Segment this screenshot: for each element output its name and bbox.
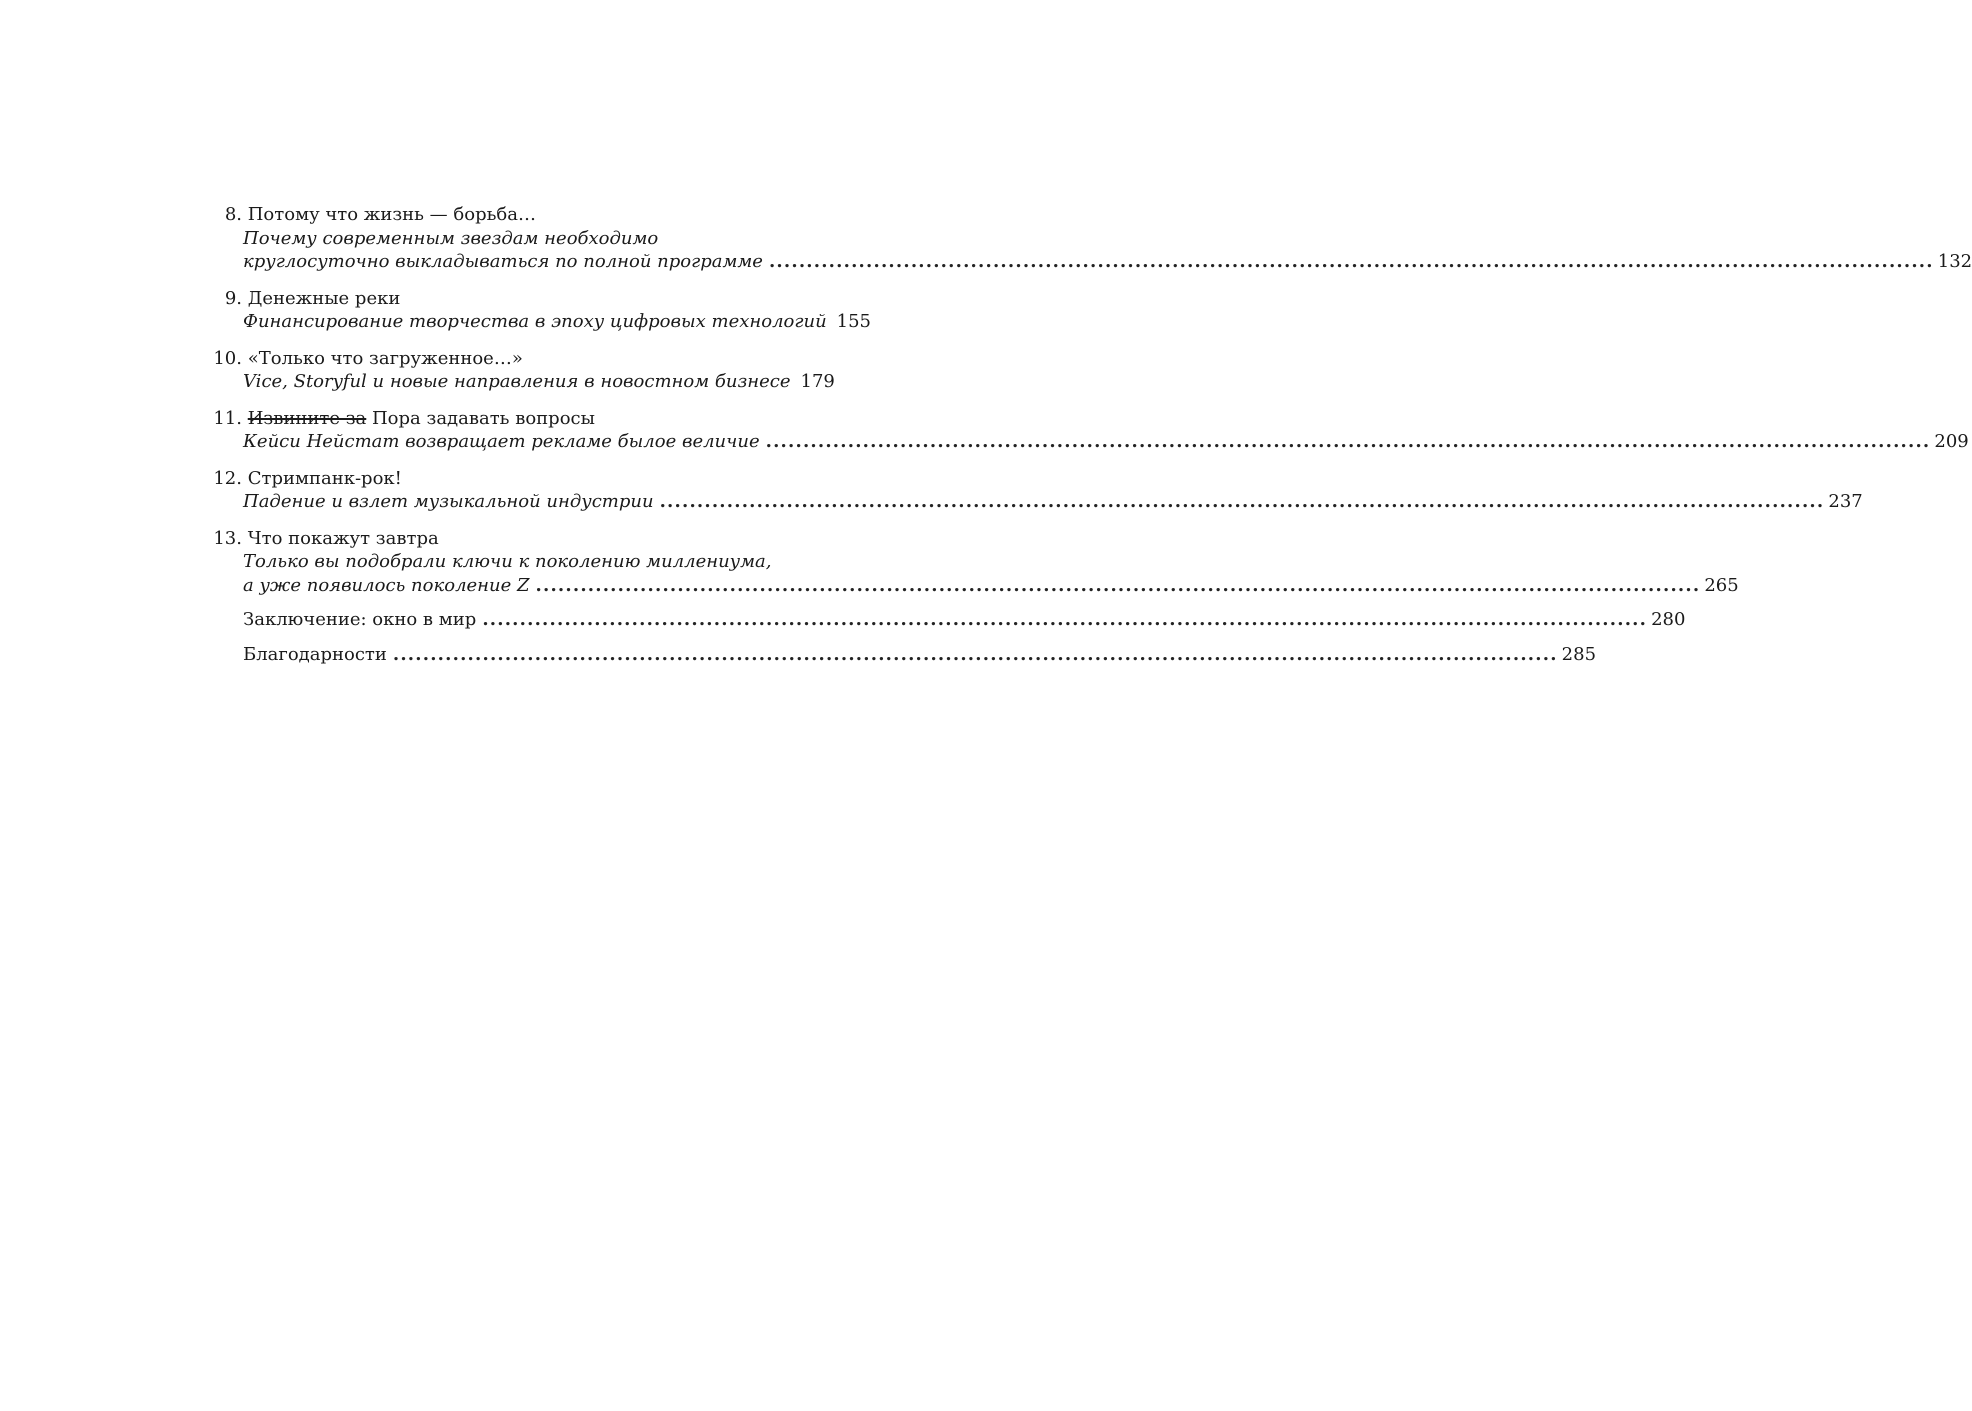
toc-entry-13 [213, 527, 1739, 598]
acknowledgements-leader-line [213, 643, 1597, 667]
page-number: 265 [1704, 574, 1739, 596]
chapter-subtitle-last-line [243, 370, 791, 394]
toc-entry-acknowledgements [213, 643, 1597, 667]
chapter-title: «Только что загруженное…» [247, 347, 523, 369]
dot-leader: ............................................................................................................................................................ [659, 491, 1825, 512]
chapter-number: 11. [213, 407, 242, 429]
subtitle-rest: и новые направления в новостном бизнесе [366, 371, 791, 392]
chapter-subtitle-leader-line [213, 370, 835, 394]
toc-entry-12 [213, 467, 1863, 514]
chapter-subtitle-leader-line [213, 490, 1863, 514]
chapter-subtitle-line: Только вы подобрали ключи к поколению миллениума, [243, 551, 772, 572]
dot-leader: ............................................................................................................................................................ [392, 643, 1558, 665]
subtitle-brand-names: Vice, Storyful [243, 371, 367, 392]
acknowledgements-label: Благодарности [243, 643, 387, 665]
page-number: 179 [800, 371, 835, 392]
chapter-subtitle-leader-line [213, 310, 872, 334]
chapter-title: Что покажут завтра [247, 527, 439, 549]
chapter-title: Стримпанк-рок! [247, 467, 402, 489]
toc-entry-10 [213, 347, 835, 394]
chapter-subtitle-last-line: а уже появилось поколение Z [243, 574, 530, 596]
conclusion-label: Заключение: окно в мир [243, 609, 477, 630]
page-number: 155 [836, 311, 872, 332]
page-number: 280 [1651, 609, 1686, 630]
dot-leader: ............................................................................................................................................................ [765, 431, 1931, 452]
dot-leader: ............................................................................................................................................................ [768, 251, 1934, 272]
page-number: 285 [1561, 643, 1597, 665]
chapter-title: Денежные реки [247, 287, 401, 309]
chapter-subtitle-last-line: Падение и взлет музыкальной индустрии [243, 491, 654, 512]
chapter-subtitle-line: Почему современным звездам необходимо [243, 227, 659, 249]
page-number: 209 [1934, 431, 1969, 452]
chapter-title [248, 407, 595, 431]
struck-title-part: Извините за [247, 407, 367, 429]
chapter-subtitle-last-line: круглосуточно выкладываться по полной программе [243, 251, 763, 272]
toc-entry-8 [213, 203, 1972, 274]
chapter-number: 9. [224, 287, 242, 309]
table-of-contents [213, 203, 1972, 679]
dot-leader: ............................................................................................................................................................ [535, 574, 1701, 596]
chapter-subtitle-last-line: Кейси Нейстат возвращает рекламе былое величие [243, 431, 760, 452]
chapter-number: 8. [224, 204, 242, 225]
chapter-subtitle-leader-line [213, 574, 1739, 598]
chapter-subtitle-leader-line [213, 250, 1972, 274]
page-number: 237 [1828, 491, 1863, 512]
chapter-subtitle-last-line: Финансирование творчества в эпоху цифровых технологий [243, 311, 827, 332]
chapter-subtitle-leader-line [213, 430, 1969, 454]
toc-entry-conclusion [213, 608, 1686, 632]
page-number: 132 [1937, 251, 1972, 272]
toc-entry-11 [213, 407, 1969, 454]
conclusion-leader-line [213, 608, 1686, 632]
toc-entry-9 [213, 287, 872, 334]
chapter-number: 10. [213, 347, 242, 369]
dot-leader: ............................................................................................................................................................ [482, 609, 1648, 630]
title-rest: Пора задавать вопросы [366, 407, 595, 429]
chapter-number: 13. [213, 527, 242, 549]
chapter-title: Потому что жизнь — борьба… [247, 204, 536, 225]
chapter-number: 12. [213, 467, 242, 489]
